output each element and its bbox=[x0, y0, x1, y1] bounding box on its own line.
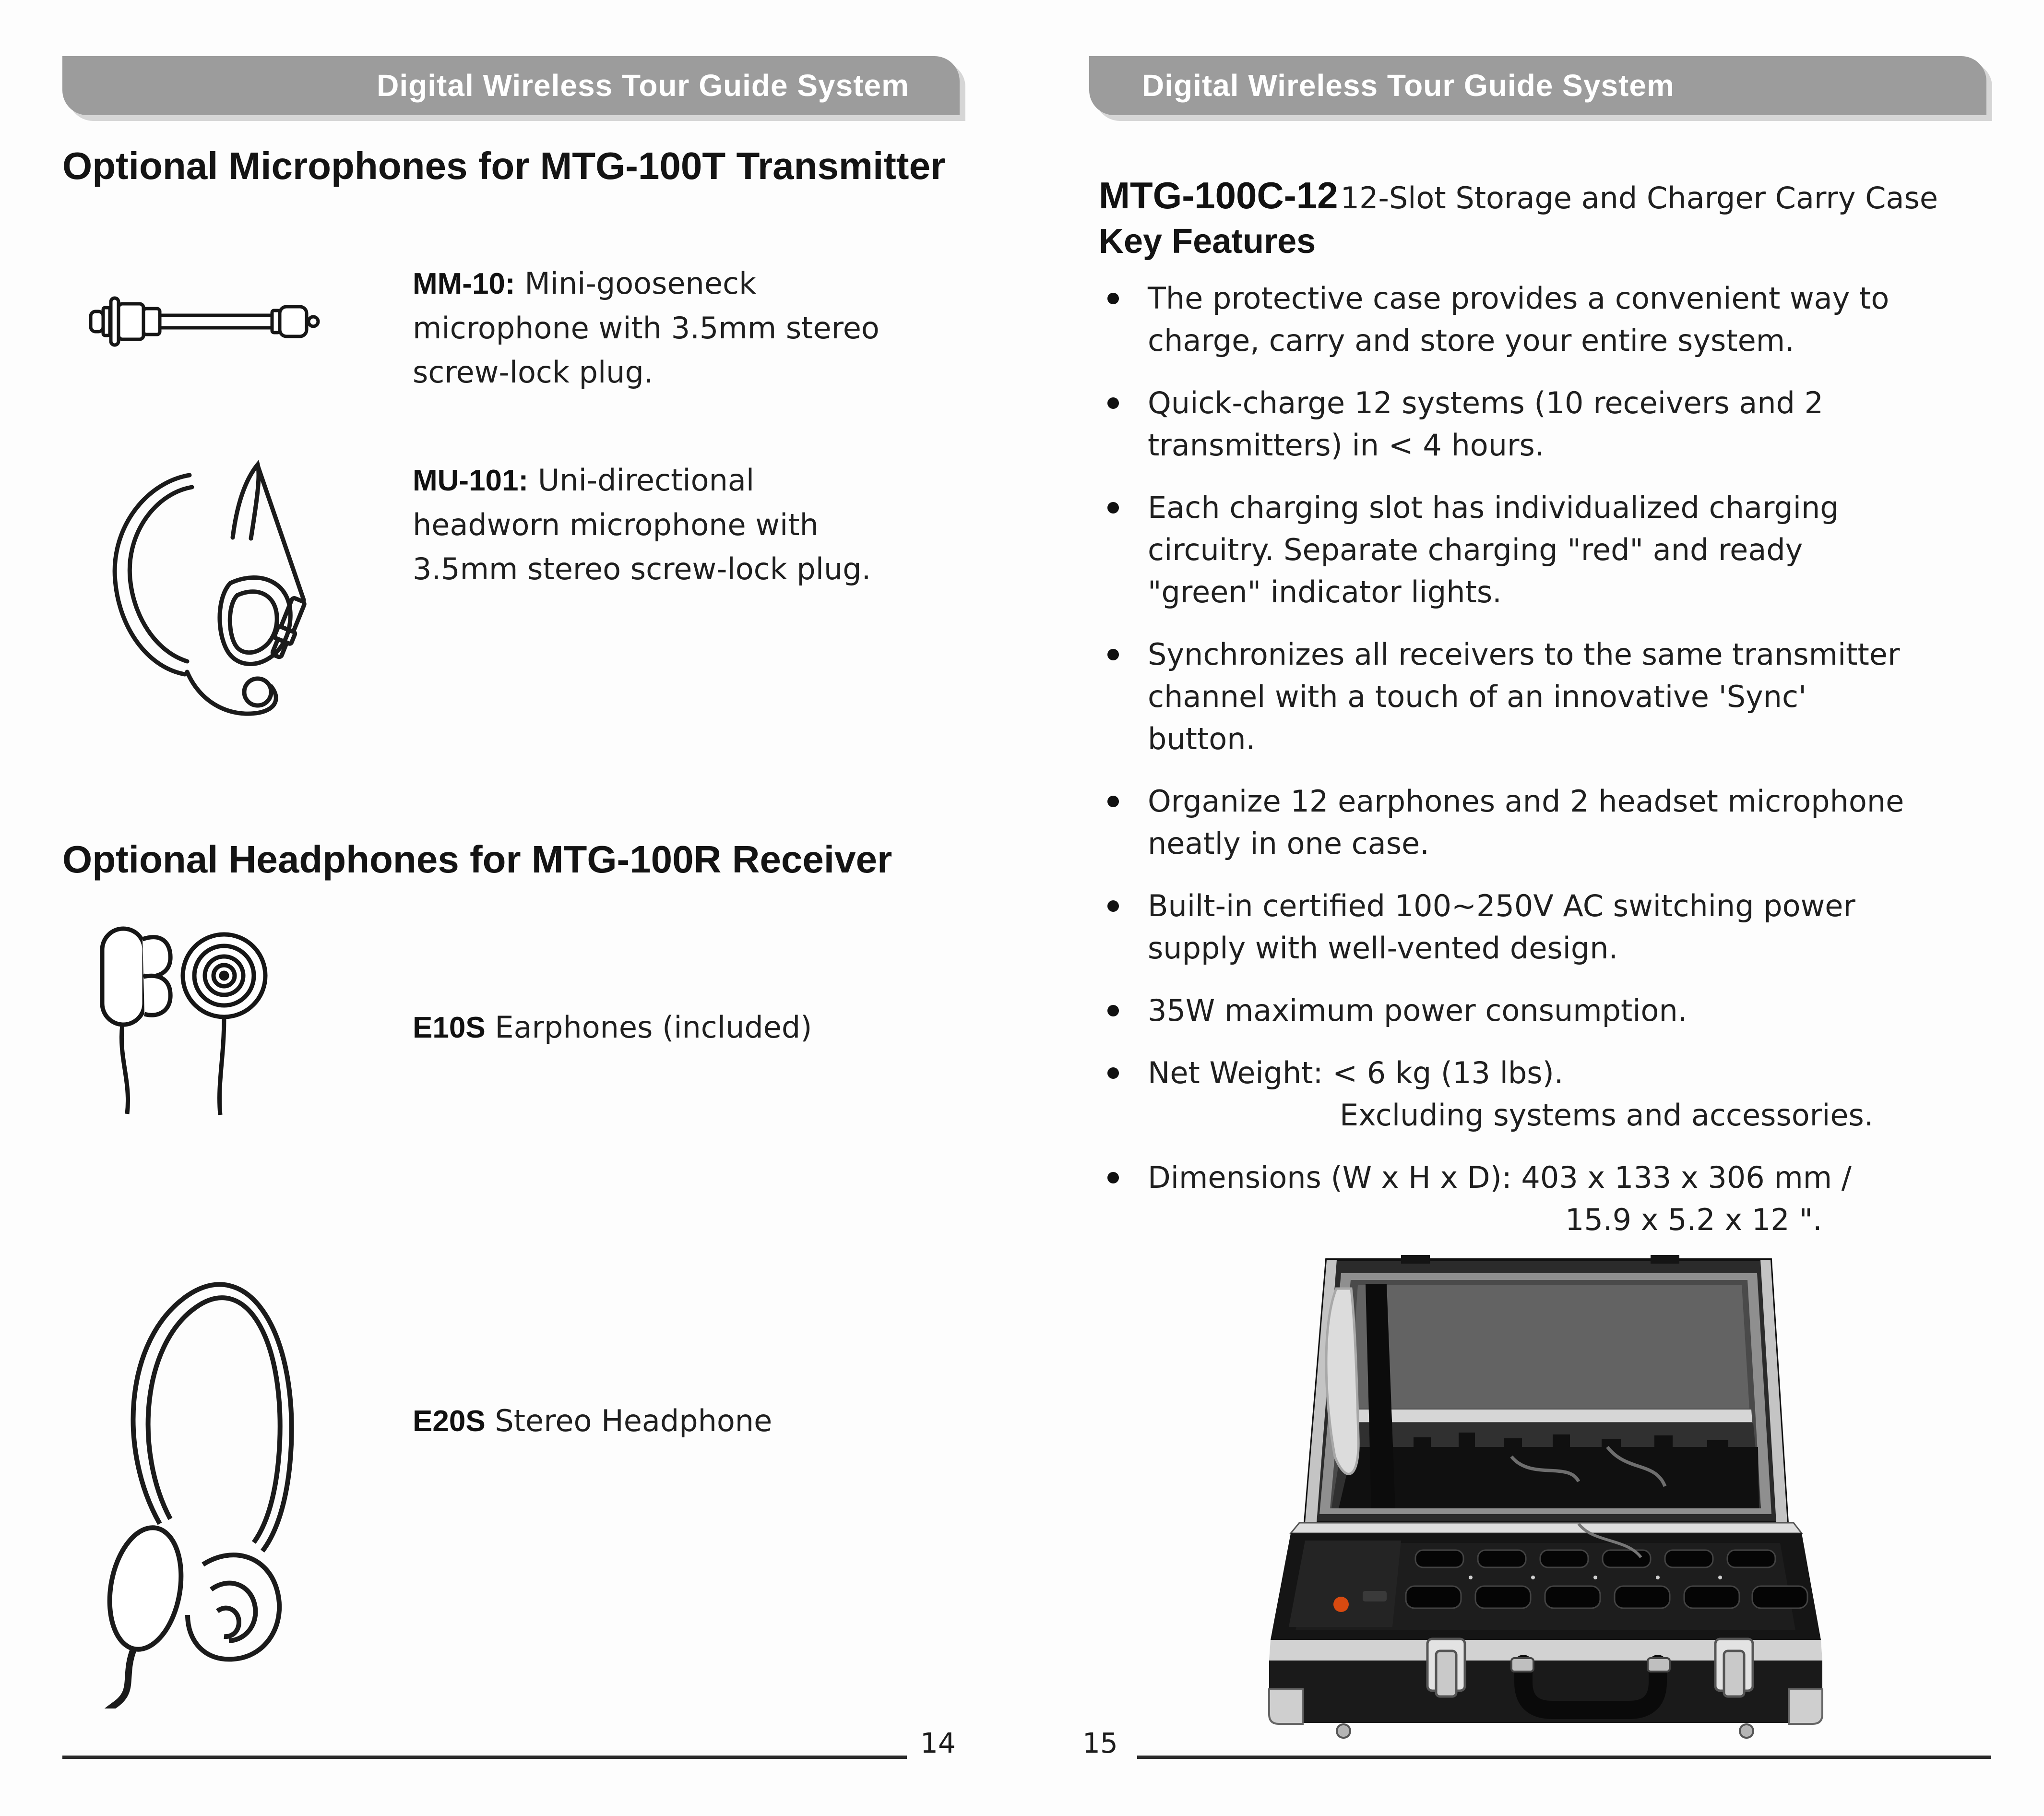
feature-line: Dimensions (W x H x D): 403 x 133 x 306 mm / bbox=[1148, 1160, 1852, 1195]
mu101-line2: headworn microphone with bbox=[413, 507, 819, 542]
feature-line: Built-in certified 100~250V AC switching power bbox=[1148, 888, 1855, 923]
mm10-line3: screw-lock plug. bbox=[413, 355, 654, 390]
feature-line: circuitry. Separate charging "red" and ready bbox=[1148, 532, 1803, 567]
key-features-list bbox=[1099, 277, 2001, 1261]
gooseneck-mic-drawing bbox=[89, 262, 336, 382]
mics-section-heading: Optional Microphones for MTG-100T Transmitter bbox=[62, 144, 946, 187]
page15-header-title: Digital Wireless Tour Guide System bbox=[1142, 68, 1675, 103]
bullet-icon bbox=[1107, 649, 1119, 660]
mu101-line3: 3.5mm stereo screw-lock plug. bbox=[413, 551, 871, 586]
mu101-model-label: MU-101: bbox=[413, 464, 529, 497]
feature-line: Excluding systems and accessories. bbox=[1340, 1098, 1874, 1133]
page14-number: 14 bbox=[920, 1727, 956, 1759]
stereo-headphone-drawing bbox=[89, 1257, 307, 1708]
mm10-line2: microphone with 3.5mm stereo bbox=[413, 311, 879, 346]
feature-line: neatly in one case. bbox=[1148, 826, 1429, 861]
feature-line: 15.9 x 5.2 x 12 ". bbox=[1565, 1202, 1822, 1237]
feature-line: supply with well-vented design. bbox=[1148, 931, 1618, 966]
mu101-line1: Uni-directional bbox=[537, 463, 755, 498]
headworn-mic-drawing bbox=[89, 456, 384, 729]
list-item bbox=[1099, 990, 2001, 1032]
feature-line: Quick-charge 12 systems (10 receivers and 2 bbox=[1148, 385, 1824, 420]
list-item bbox=[1099, 1052, 2001, 1136]
key-features-heading: Key Features bbox=[1099, 222, 1316, 261]
e20s-model-label: E20S bbox=[413, 1405, 486, 1438]
page14-footer-rule bbox=[62, 1756, 907, 1759]
feature-line: transmitters) in < 4 hours. bbox=[1148, 428, 1545, 463]
feature-line: 35W maximum power consumption. bbox=[1148, 993, 1687, 1028]
list-item bbox=[1099, 780, 2001, 865]
bullet-icon bbox=[1107, 900, 1119, 912]
feature-line: charge, carry and store your entire system. bbox=[1148, 323, 1794, 358]
feature-line: button. bbox=[1148, 721, 1256, 756]
list-item bbox=[1099, 633, 2001, 760]
list-item bbox=[1099, 1157, 2001, 1241]
mu101-description bbox=[413, 458, 871, 591]
bullet-icon bbox=[1107, 293, 1119, 304]
page15-footer-rule bbox=[1137, 1756, 1991, 1759]
e20s-description bbox=[413, 1399, 772, 1444]
e10s-description bbox=[413, 1005, 812, 1050]
feature-line: "green" indicator lights. bbox=[1148, 574, 1502, 609]
case-title bbox=[1099, 174, 1938, 217]
list-item bbox=[1099, 382, 2001, 466]
page15-header-bar bbox=[1089, 56, 1986, 115]
feature-line: Net Weight: < 6 kg (13 lbs). bbox=[1148, 1055, 1564, 1090]
bullet-icon bbox=[1107, 1172, 1119, 1183]
case-model-label: MTG-100C-12 bbox=[1099, 174, 1338, 216]
page14-header-title: Digital Wireless Tour Guide System bbox=[377, 68, 909, 103]
feature-line: Synchronizes all receivers to the same transmitter bbox=[1148, 637, 1900, 672]
bullet-icon bbox=[1107, 397, 1119, 409]
bullet-icon bbox=[1107, 796, 1119, 807]
e10s-model-label: E10S bbox=[413, 1011, 486, 1044]
feature-line: Organize 12 earphones and 2 headset microphone bbox=[1148, 784, 1904, 819]
e10s-desc: Earphones (included) bbox=[495, 1010, 812, 1045]
list-item bbox=[1099, 277, 2001, 362]
list-item bbox=[1099, 487, 2001, 613]
feature-line: channel with a touch of an innovative 'Sync' bbox=[1148, 679, 1807, 714]
bullet-icon bbox=[1107, 1005, 1119, 1016]
page15-number: 15 bbox=[1082, 1727, 1118, 1759]
feature-line: Each charging slot has individualized charging bbox=[1148, 490, 1839, 525]
list-item bbox=[1099, 885, 2001, 969]
phones-section-heading: Optional Headphones for MTG-100R Receiver bbox=[62, 838, 892, 881]
mm10-description bbox=[413, 262, 879, 394]
case-title-rest: 12-Slot Storage and Charger Carry Case bbox=[1340, 180, 1938, 215]
e20s-desc: Stereo Headphone bbox=[495, 1403, 772, 1438]
mm10-line1: Mini-gooseneck bbox=[524, 266, 756, 301]
bullet-icon bbox=[1107, 1067, 1119, 1079]
mm10-model-label: MM-10: bbox=[413, 267, 515, 300]
earbuds-drawing bbox=[89, 914, 271, 1116]
page14-header-bar bbox=[62, 56, 960, 115]
bullet-icon bbox=[1107, 502, 1119, 514]
carry-case-photo bbox=[1243, 1255, 1842, 1742]
feature-line: The protective case provides a convenient way to bbox=[1148, 281, 1890, 316]
